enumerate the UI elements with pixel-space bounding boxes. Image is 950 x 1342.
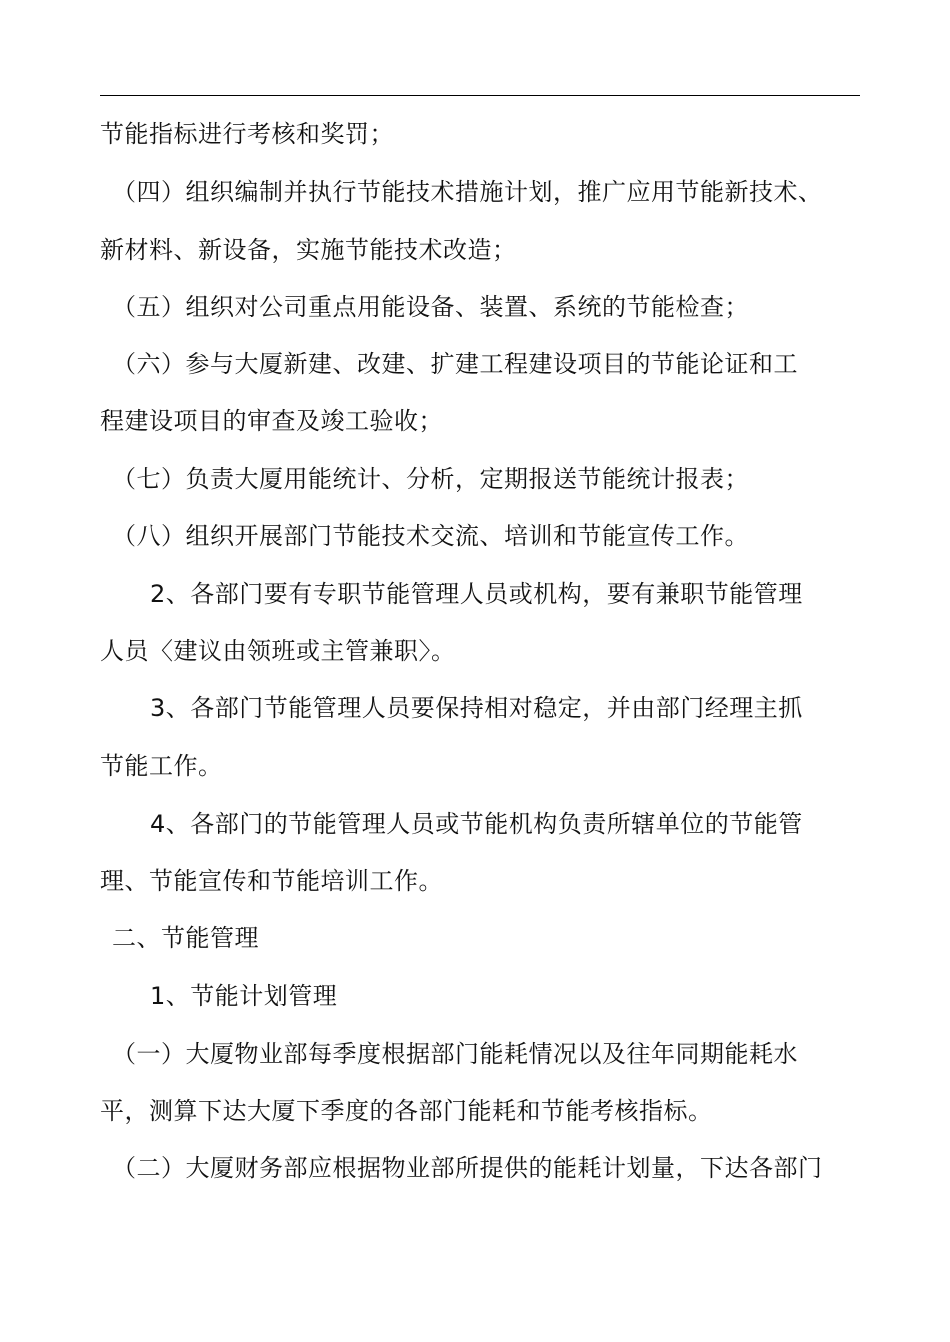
text-line: （六）参与大厦新建、改建、扩建工程建设项目的节能论证和工 <box>112 350 798 378</box>
text-line: 节能指标进行考核和奖罚； <box>100 120 394 148</box>
text-line: 平，测算下达大厦下季度的各部门能耗和节能考核指标。 <box>100 1097 713 1125</box>
text-line: （五）组织对公司重点用能设备、装置、系统的节能检查； <box>112 293 749 321</box>
text-line: 人员〈建议由领班或主管兼职〉。 <box>100 637 456 665</box>
text-line: （一）大厦物业部每季度根据部门能耗情况以及往年同期能耗水 <box>112 1040 798 1068</box>
text-line: 理、节能宣传和节能培训工作。 <box>100 867 443 895</box>
section-heading: 二、节能管理 <box>112 924 259 952</box>
text-line: （四）组织编制并执行节能技术措施计划，推广应用节能新技术、 <box>112 178 823 206</box>
text-line: 3、各部门节能管理人员要保持相对稳定，并由部门经理主抓 <box>150 694 803 722</box>
text-line: （八）组织开展部门节能技术交流、培训和节能宣传工作。 <box>112 522 749 550</box>
text-line: 新材料、新设备，实施节能技术改造； <box>100 236 517 264</box>
header-rule <box>100 95 860 96</box>
text-line: 节能工作。 <box>100 752 223 780</box>
text-line: 2、各部门要有专职节能管理人员或机构，要有兼职节能管理 <box>150 580 803 608</box>
text-line: 4、各部门的节能管理人员或节能机构负责所辖单位的节能管 <box>150 810 803 838</box>
text-line: 程建设项目的审查及竣工验收； <box>100 407 443 435</box>
text-line: （二）大厦财务部应根据物业部所提供的能耗计划量，下达各部门 <box>112 1154 823 1182</box>
text-line: （七）负责大厦用能统计、分析，定期报送节能统计报表； <box>112 465 749 493</box>
subsection-heading: 1、节能计划管理 <box>150 982 338 1010</box>
